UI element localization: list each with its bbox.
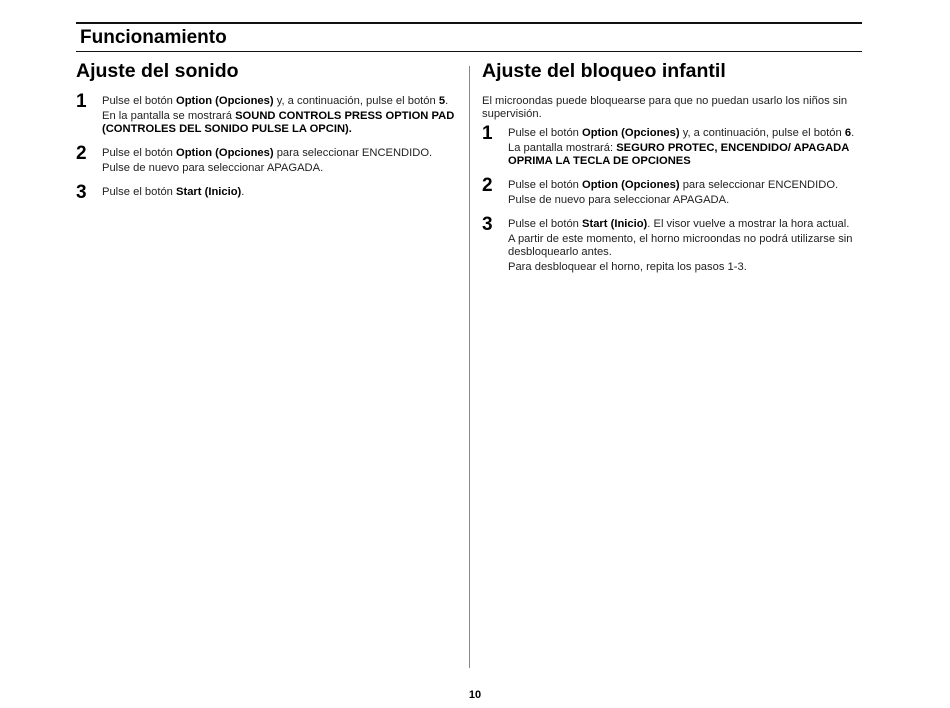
page-number: 10 (468, 689, 482, 701)
sound-step-2 (76, 143, 460, 175)
step-note: A partir de este momento, el horno microondas no podrá utilizarse sin desbloquearlo antes. (508, 233, 853, 259)
lock-step-2 (482, 175, 862, 207)
sound-step-3 (76, 182, 460, 204)
step-number: 2 (76, 143, 87, 165)
sound-settings-heading: Ajuste del sonido (76, 60, 239, 82)
section-title: Funcionamiento (80, 27, 227, 48)
column-divider (469, 66, 470, 668)
step-unlock-note: Para desbloquear el horno, repita los pasos 1-3. (508, 261, 747, 274)
sound-step-1 (76, 91, 460, 136)
child-lock-intro: El microondas puede bloquearse para que no puedan usarlo los niños sin supervisión. (482, 95, 848, 121)
step-number: 2 (482, 175, 493, 197)
step-instruction: Pulse el botón Option (Opciones) para seleccionar ENCENDIDO. (508, 179, 839, 192)
step-instruction: Pulse el botón Option (Opciones) para seleccionar ENCENDIDO. (102, 147, 433, 160)
step-number: 1 (482, 123, 493, 145)
step-number: 1 (76, 91, 87, 113)
step-instruction: Pulse el botón Option (Opciones) y, a continuación, pulse el botón 5. (102, 95, 449, 108)
step-display-note: La pantalla mostrará: SEGURO PROTEC, ENCENDIDO/ APAGADA OPRIMA LA TECLA DE OPCIONES (508, 142, 849, 168)
sound-settings-column (76, 60, 460, 210)
section-header (76, 22, 862, 52)
step-number: 3 (76, 182, 87, 204)
step-note: Pulse de nuevo para seleccionar APAGADA. (508, 194, 730, 207)
child-lock-column (482, 60, 862, 285)
child-lock-heading: Ajuste del bloqueo infantil (482, 60, 726, 82)
step-note: Pulse de nuevo para seleccionar APAGADA. (102, 162, 324, 175)
lock-step-1 (482, 123, 862, 168)
lock-step-3 (482, 214, 862, 274)
step-display-note: En la pantalla se mostrará SOUND CONTROLS PRESS OPTION PAD (CONTROLES DEL SONIDO PULSE LA OPCIN). (102, 110, 455, 136)
step-instruction: Pulse el botón Start (Inicio). El visor vuelve a mostrar la hora actual. (508, 218, 850, 231)
step-instruction: Pulse el botón Start (Inicio). (102, 186, 245, 199)
step-number: 3 (482, 214, 493, 236)
step-instruction: Pulse el botón Option (Opciones) y, a continuación, pulse el botón 6. (508, 127, 855, 140)
